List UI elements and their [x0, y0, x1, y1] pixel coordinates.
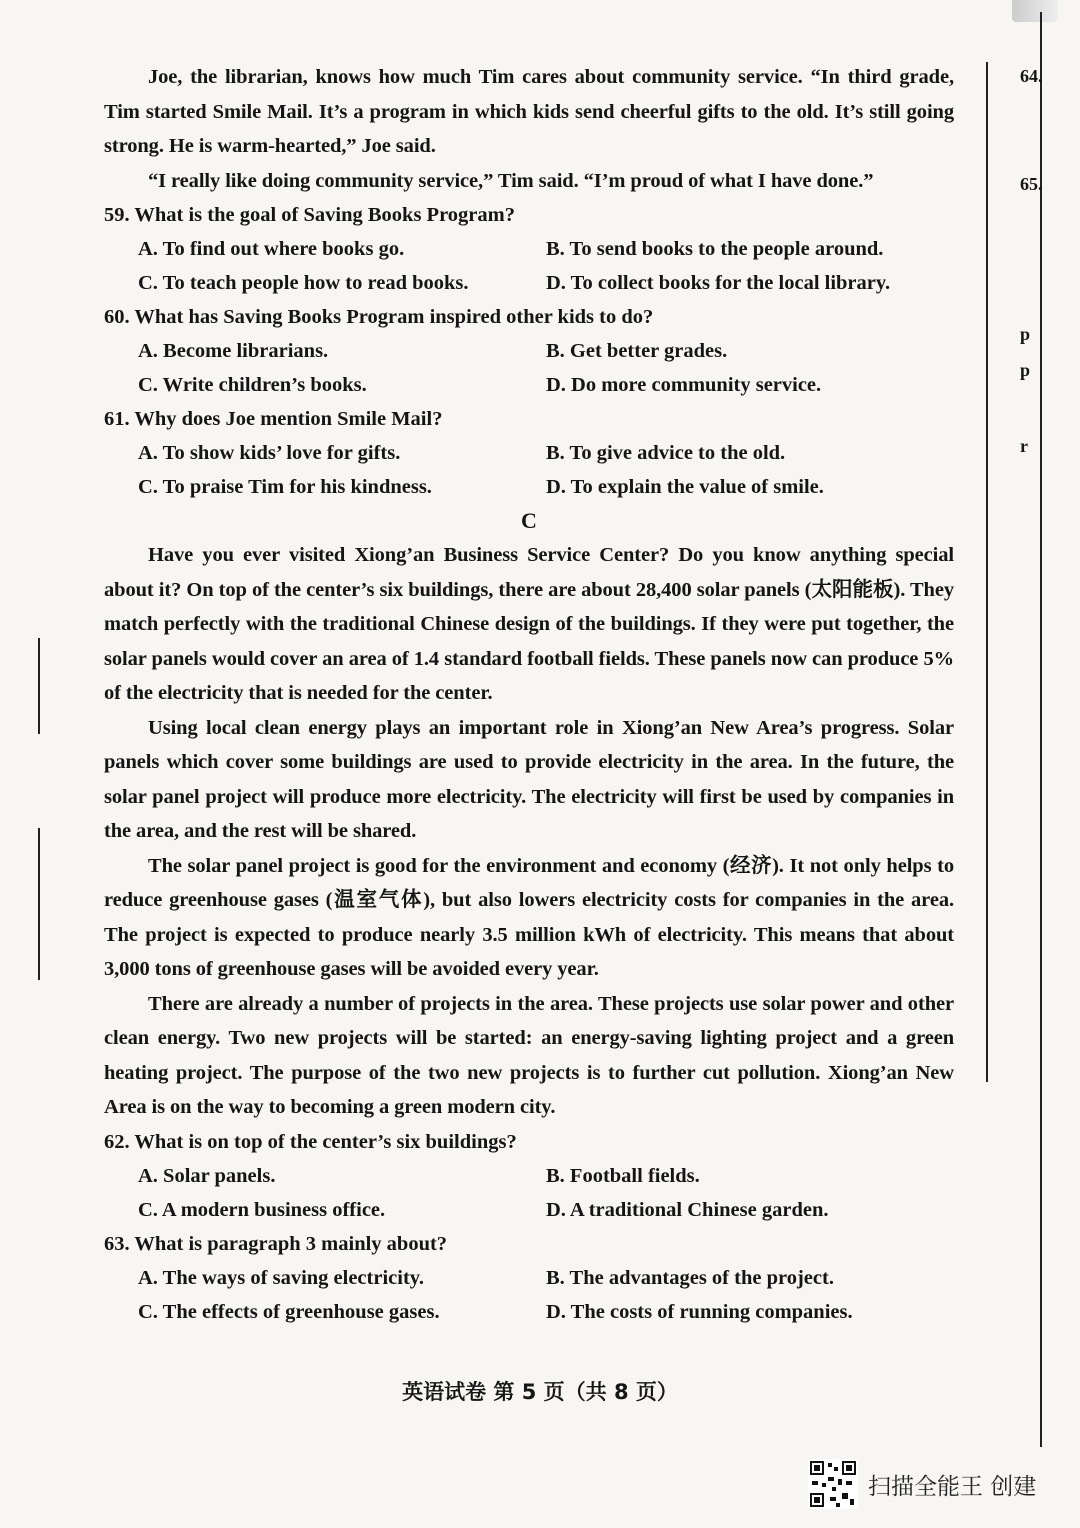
- option-d: D. To collect books for the local library.: [546, 272, 891, 294]
- far-right-margin-line: [1040, 12, 1042, 1447]
- option-b: B. Get better grades.: [546, 340, 728, 362]
- option-a: A. The ways of saving electricity.: [138, 1266, 425, 1289]
- scanner-watermark: [808, 1458, 1036, 1510]
- question-stem: 61. Why does Joe mention Smile Mail?: [104, 408, 443, 430]
- option-c: C. The effects of greenhouse gases.: [138, 1300, 440, 1323]
- margin-mark: 64.: [1020, 66, 1043, 86]
- page-footer: 英语试卷 第 5 页（共 8 页）: [402, 1380, 678, 1404]
- section-heading: C: [521, 508, 537, 533]
- margin-mark: p: [1020, 324, 1031, 344]
- option-d: D. The costs of running companies.: [546, 1300, 853, 1323]
- margin-mark: r: [1020, 436, 1028, 456]
- option-c: C. Write children’s books.: [138, 374, 367, 396]
- option-c: C. A modern business office.: [138, 1198, 386, 1221]
- option-a: A. To find out where books go.: [138, 238, 405, 260]
- paragraph: “I really like doing community service,” Tim said. “I’m proud of what I have done.”: [148, 169, 874, 192]
- question-stem: 59. What is the goal of Saving Books Program?: [104, 204, 515, 226]
- option-d: D. A traditional Chinese garden.: [546, 1198, 829, 1221]
- option-b: B. To send books to the people around.: [546, 238, 884, 260]
- margin-mark: 65.: [1020, 174, 1043, 194]
- option-b: B. The advantages of the project.: [546, 1266, 834, 1289]
- option-b: B. To give advice to the old.: [546, 442, 786, 464]
- option-a: A. To show kids’ love for gifts.: [138, 442, 401, 464]
- question-stem: 60. What has Saving Books Program inspired other kids to do?: [104, 306, 654, 328]
- question-61: [104, 402, 954, 504]
- question-stem: 62. What is on top of the center’s six buildings?: [104, 1130, 517, 1153]
- page-content: [104, 60, 954, 1329]
- paragraph: Using local clean energy plays an important role in Xiong’an New Area’s progress. Solar panels which cover some buildings are used to provide electricity in the area. In the future, the solar panel project will produce more electricity. The electricity will first be used by companies in the area, and the rest will be shared.: [104, 716, 954, 842]
- margin-mark: p: [1020, 360, 1031, 380]
- question-60: [104, 300, 954, 402]
- binder-clip: [1012, 0, 1058, 22]
- option-a: A. Solar panels.: [138, 1164, 276, 1187]
- watermark-text: 扫描全能王 创建: [868, 1473, 1037, 1500]
- paragraph: There are already a number of projects in the area. These projects use solar power and other clean energy. Two new projects will be started: an energy-saving lighting project and a green heating project. The purpose of the two new projects is to further cut pollution. Xiong’an New Area is on the way to becoming a green modern city.: [104, 992, 954, 1118]
- option-b: B. Football fields.: [546, 1164, 700, 1187]
- left-margin-line: [38, 638, 40, 734]
- question-62: [104, 1125, 954, 1227]
- left-margin-line: [38, 828, 40, 980]
- question-63: [104, 1227, 954, 1329]
- paragraph: Have you ever visited Xiong’an Business Service Center? Do you know anything special about it? On top of the center’s six buildings, there are about 28,400 solar panels (太阳能板). They match perfectly with the traditional Chinese design of the buildings. If they were put together, the solar panels would cover an area of 1.4 standard football fields. These panels now can produce 5% of the electricity that is needed for the center.: [104, 544, 954, 704]
- question-59: [104, 198, 954, 300]
- qr-code-icon: [808, 1459, 858, 1509]
- option-c: C. To praise Tim for his kindness.: [138, 476, 432, 498]
- option-d: D. To explain the value of smile.: [546, 476, 824, 498]
- option-a: A. Become librarians.: [138, 340, 329, 362]
- option-d: D. Do more community service.: [546, 374, 822, 396]
- question-stem: 63. What is paragraph 3 mainly about?: [104, 1232, 448, 1255]
- option-c: C. To teach people how to read books.: [138, 272, 469, 294]
- paragraph: The solar panel project is good for the environment and economy (经济). It not only helps to reduce greenhouse gases (温室气体), but also lowers electricity costs for companies in the area. The project is expected to produce nearly 3.5 million kWh of electricity. This means that about 3,000 tons of greenhouse gases will be avoided every year.: [104, 854, 954, 980]
- right-margin-line: [986, 62, 988, 1082]
- paragraph: Joe, the librarian, knows how much Tim cares about community service. “In third grade, Tim started Smile Mail. It’s a program in which kids send cheerful gifts to the old. It’s still going strong. He is warm-hearted,” Joe said.: [104, 66, 954, 157]
